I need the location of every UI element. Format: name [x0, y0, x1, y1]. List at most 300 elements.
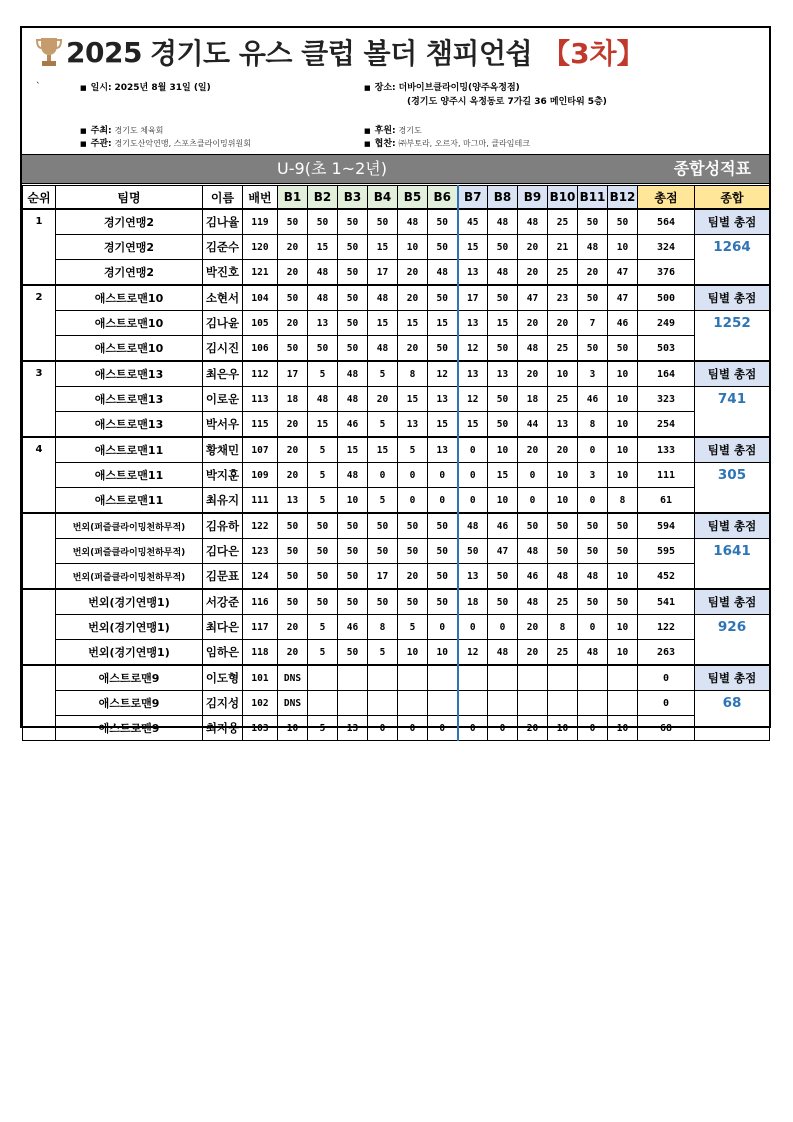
- venue-address-text: (경기도 양주시 옥정동로 7가길 36 메인타워 5층): [407, 97, 607, 107]
- total-cell: 249: [638, 311, 695, 336]
- score-b11: 20: [578, 260, 608, 286]
- score-b9: 20: [518, 311, 548, 336]
- score-b6: 0: [428, 488, 458, 514]
- organizer-value: 경기도산악연맹, 스포츠클라이밍위원회: [114, 139, 251, 148]
- score-b11: [578, 691, 608, 716]
- score-b2: [308, 665, 338, 691]
- total-cell: 0: [638, 691, 695, 716]
- score-b12: 10: [608, 437, 638, 463]
- team-cell: 애스트로맨9: [56, 665, 203, 691]
- table-row: [23, 665, 770, 691]
- bib-cell: 116: [243, 589, 278, 615]
- score-b1: 20: [278, 260, 308, 286]
- score-b9: 46: [518, 564, 548, 590]
- score-b9: 20: [518, 716, 548, 741]
- athlete-name: 임하은: [203, 640, 243, 666]
- score-b3: 50: [338, 209, 368, 235]
- total-cell: 122: [638, 615, 695, 640]
- table-row: [23, 437, 770, 463]
- score-b6: 50: [428, 285, 458, 311]
- score-b8: 10: [488, 488, 518, 514]
- score-b4: 50: [368, 513, 398, 539]
- score-b11: 50: [578, 513, 608, 539]
- score-b1: 20: [278, 412, 308, 438]
- athlete-name: 김준수: [203, 235, 243, 260]
- score-b3: 13: [338, 716, 368, 741]
- table-row: [23, 209, 770, 235]
- bib-cell: 119: [243, 209, 278, 235]
- score-b9: 48: [518, 336, 548, 362]
- score-b8: 50: [488, 412, 518, 438]
- score-b8: [488, 665, 518, 691]
- score-b2: 5: [308, 463, 338, 488]
- team-total-label: 팀별 총점: [695, 285, 770, 311]
- score-b6: 13: [428, 437, 458, 463]
- bib-cell: 122: [243, 513, 278, 539]
- score-b2: 48: [308, 260, 338, 286]
- score-b1: DNS: [278, 665, 308, 691]
- score-b3: 50: [338, 539, 368, 564]
- table-row: [23, 361, 770, 387]
- total-cell: 500: [638, 285, 695, 311]
- score-b11: 50: [578, 539, 608, 564]
- score-b7: 13: [458, 361, 488, 387]
- score-b2: 5: [308, 615, 338, 640]
- score-b3: 15: [338, 437, 368, 463]
- score-b11: 0: [578, 716, 608, 741]
- score-b10: 25: [548, 387, 578, 412]
- col-b10: B10: [548, 186, 578, 210]
- athlete-name: 최지웅: [203, 716, 243, 741]
- score-b11: 7: [578, 311, 608, 336]
- score-b2: 15: [308, 235, 338, 260]
- score-b6: [428, 691, 458, 716]
- score-b4: 48: [368, 285, 398, 311]
- score-b7: 0: [458, 488, 488, 514]
- team-total-value: 1641: [695, 539, 770, 590]
- event-sponsor: ■ 후원: 경기도: [364, 126, 422, 136]
- score-b1: 13: [278, 488, 308, 514]
- event-partner: ■ 협찬: ㈜부토라, 오르자, 마그마, 클라임테크: [364, 139, 530, 149]
- team-total-label: 팀별 총점: [695, 209, 770, 235]
- score-b4: 0: [368, 716, 398, 741]
- score-b4: 15: [368, 311, 398, 336]
- host-value: 경기도 체육회: [114, 126, 164, 135]
- score-b9: 20: [518, 640, 548, 666]
- results-sheet: [20, 26, 771, 735]
- score-b2: 50: [308, 336, 338, 362]
- score-b7: 12: [458, 640, 488, 666]
- team-cell: 번외(퍼즐클라이밍천하무적): [56, 539, 203, 564]
- athlete-name: 박진호: [203, 260, 243, 286]
- score-b9: [518, 691, 548, 716]
- score-b11: 0: [578, 615, 608, 640]
- score-b8: 50: [488, 235, 518, 260]
- host-label: 주최:: [90, 126, 112, 136]
- bib-cell: 124: [243, 564, 278, 590]
- score-b12: [608, 665, 638, 691]
- score-b12: 50: [608, 589, 638, 615]
- score-b11: 0: [578, 488, 608, 514]
- team-total-value: 1252: [695, 311, 770, 362]
- rank-cell: 2: [23, 285, 56, 361]
- score-b8: 46: [488, 513, 518, 539]
- athlete-name: 최다은: [203, 615, 243, 640]
- score-b2: 5: [308, 640, 338, 666]
- title-text: 경기도 유스 클럽 볼더 챔피언쉽: [149, 37, 533, 70]
- venue-label: 장소:: [374, 83, 396, 93]
- score-b12: 10: [608, 412, 638, 438]
- bib-cell: 102: [243, 691, 278, 716]
- score-b2: 50: [308, 539, 338, 564]
- bib-cell: 121: [243, 260, 278, 286]
- score-b6: 50: [428, 589, 458, 615]
- col-overall: 종합: [695, 186, 770, 210]
- score-b6: 15: [428, 412, 458, 438]
- table-row: [23, 564, 770, 590]
- bib-cell: 104: [243, 285, 278, 311]
- score-b8: 10: [488, 437, 518, 463]
- bib-cell: 118: [243, 640, 278, 666]
- score-b9: [518, 665, 548, 691]
- total-cell: 0: [638, 665, 695, 691]
- venue-address: [407, 96, 607, 109]
- category-band: [22, 154, 769, 184]
- score-b4: 5: [368, 412, 398, 438]
- sponsor-label: 후원:: [374, 126, 396, 136]
- score-b3: [338, 665, 368, 691]
- bib-cell: 115: [243, 412, 278, 438]
- score-b4: 5: [368, 488, 398, 514]
- score-b8: 50: [488, 387, 518, 412]
- score-b5: 0: [398, 463, 428, 488]
- col-b11: B11: [578, 186, 608, 210]
- score-b7: 15: [458, 235, 488, 260]
- athlete-name: 박지훈: [203, 463, 243, 488]
- team-total-value: 741: [695, 387, 770, 438]
- event-host: ■ 주최: 경기도 체육회: [80, 126, 164, 136]
- score-b5: 20: [398, 336, 428, 362]
- athlete-name: 최유지: [203, 488, 243, 514]
- score-b5: 0: [398, 716, 428, 741]
- score-b3: 50: [338, 260, 368, 286]
- sponsor-value: 경기도: [398, 126, 422, 135]
- score-b9: 0: [518, 463, 548, 488]
- score-b12: 8: [608, 488, 638, 514]
- score-b6: 15: [428, 311, 458, 336]
- score-b4: 20: [368, 387, 398, 412]
- total-cell: 323: [638, 387, 695, 412]
- score-b1: 20: [278, 463, 308, 488]
- score-b10: 25: [548, 209, 578, 235]
- total-cell: 164: [638, 361, 695, 387]
- score-b5: [398, 665, 428, 691]
- score-b5: 50: [398, 539, 428, 564]
- rank-cell: 4: [23, 437, 56, 513]
- total-cell: 254: [638, 412, 695, 438]
- score-b6: 12: [428, 361, 458, 387]
- score-b2: 50: [308, 513, 338, 539]
- score-b5: 48: [398, 209, 428, 235]
- score-b12: 10: [608, 387, 638, 412]
- col-b8: B8: [488, 186, 518, 210]
- score-b6: 50: [428, 539, 458, 564]
- score-b11: 48: [578, 564, 608, 590]
- score-b5: 20: [398, 285, 428, 311]
- athlete-name: 서강준: [203, 589, 243, 615]
- team-cell: 번외(경기연맹1): [56, 615, 203, 640]
- score-b7: 48: [458, 513, 488, 539]
- trophy-icon: [36, 36, 62, 68]
- score-b8: 0: [488, 716, 518, 741]
- team-total-label: 팀별 총점: [695, 513, 770, 539]
- score-b7: 13: [458, 311, 488, 336]
- athlete-name: 박서우: [203, 412, 243, 438]
- col-b2: B2: [308, 186, 338, 210]
- col-b7: B7: [458, 186, 488, 210]
- table-row: [23, 716, 770, 741]
- score-b3: 50: [338, 285, 368, 311]
- score-b1: 50: [278, 336, 308, 362]
- score-b2: 5: [308, 361, 338, 387]
- team-cell: 번외(퍼즐클라이밍천하무적): [56, 564, 203, 590]
- score-b2: 48: [308, 387, 338, 412]
- team-cell: 애스트로맨11: [56, 463, 203, 488]
- score-b9: 20: [518, 615, 548, 640]
- col-b4: B4: [368, 186, 398, 210]
- score-b2: 5: [308, 488, 338, 514]
- bib-cell: 107: [243, 437, 278, 463]
- team-cell: 번외(경기연맹1): [56, 589, 203, 615]
- score-b7: 12: [458, 387, 488, 412]
- team-total-value: 305: [695, 463, 770, 514]
- score-b11: 8: [578, 412, 608, 438]
- score-b4: 50: [368, 209, 398, 235]
- score-b3: [338, 691, 368, 716]
- score-b10: 10: [548, 716, 578, 741]
- score-b10: 23: [548, 285, 578, 311]
- score-b12: 50: [608, 336, 638, 362]
- score-b7: 15: [458, 412, 488, 438]
- score-b6: 0: [428, 615, 458, 640]
- col-b3: B3: [338, 186, 368, 210]
- event-organizer: ■ 주관: 경기도산악연맹, 스포츠클라이밍위원회: [80, 139, 251, 149]
- col-name: 이름: [203, 186, 243, 210]
- table-row: [23, 285, 770, 311]
- score-b11: 50: [578, 336, 608, 362]
- score-b2: 5: [308, 716, 338, 741]
- score-b4: 5: [368, 361, 398, 387]
- bib-cell: 109: [243, 463, 278, 488]
- score-b6: 13: [428, 387, 458, 412]
- score-b1: 17: [278, 361, 308, 387]
- score-b9: 44: [518, 412, 548, 438]
- score-b6: [428, 665, 458, 691]
- title-year: 2025: [66, 35, 142, 69]
- total-cell: 541: [638, 589, 695, 615]
- score-b12: 47: [608, 260, 638, 286]
- score-b4: 17: [368, 260, 398, 286]
- score-b7: 12: [458, 336, 488, 362]
- score-b5: 15: [398, 311, 428, 336]
- score-b6: 50: [428, 336, 458, 362]
- rank-cell: [23, 589, 56, 665]
- score-b2: 50: [308, 209, 338, 235]
- team-total-label: 팀별 총점: [695, 437, 770, 463]
- score-b10: [548, 665, 578, 691]
- team-cell: 번외(퍼즐클라이밍천하무적): [56, 513, 203, 539]
- results-body: [23, 209, 770, 741]
- score-b1: 50: [278, 285, 308, 311]
- score-b8: 48: [488, 209, 518, 235]
- score-b12: 10: [608, 716, 638, 741]
- score-b11: 48: [578, 640, 608, 666]
- score-b3: 48: [338, 463, 368, 488]
- organizer-label: 주관:: [90, 139, 112, 149]
- score-b5: 20: [398, 260, 428, 286]
- score-b8: [488, 691, 518, 716]
- total-cell: 61: [638, 488, 695, 514]
- score-b4: 15: [368, 437, 398, 463]
- score-b4: 15: [368, 235, 398, 260]
- score-b7: 0: [458, 437, 488, 463]
- score-b9: 48: [518, 539, 548, 564]
- team-cell: 애스트로맨10: [56, 285, 203, 311]
- team-cell: 번외(경기연맹1): [56, 640, 203, 666]
- total-cell: 133: [638, 437, 695, 463]
- sheet-title: [36, 32, 645, 72]
- table-row: [23, 235, 770, 260]
- team-cell: 경기연맹2: [56, 235, 203, 260]
- score-b1: 50: [278, 539, 308, 564]
- score-b10: 25: [548, 589, 578, 615]
- score-b7: 0: [458, 716, 488, 741]
- table-row: [23, 539, 770, 564]
- event-date: ■ 일시: 2025년 8월 31일 (일): [80, 83, 211, 93]
- athlete-name: 김지성: [203, 691, 243, 716]
- score-b10: 13: [548, 412, 578, 438]
- total-cell: 263: [638, 640, 695, 666]
- rank-cell: [23, 665, 56, 741]
- category-label: U-9(초 1~2년): [277, 159, 387, 178]
- table-row: [23, 463, 770, 488]
- score-b9: 47: [518, 285, 548, 311]
- score-b7: [458, 691, 488, 716]
- athlete-name: 최은우: [203, 361, 243, 387]
- bib-cell: 117: [243, 615, 278, 640]
- score-b5: 8: [398, 361, 428, 387]
- team-total-value: 926: [695, 615, 770, 666]
- athlete-name: 소현서: [203, 285, 243, 311]
- team-cell: 경기연맹2: [56, 260, 203, 286]
- bib-cell: 103: [243, 716, 278, 741]
- event-venue: ■ 장소: 더바이브클라이밍(양주옥정점): [364, 83, 520, 93]
- score-b11: [578, 665, 608, 691]
- col-b12: B12: [608, 186, 638, 210]
- score-b10: 10: [548, 488, 578, 514]
- score-b8: 13: [488, 361, 518, 387]
- team-cell: 애스트로맨10: [56, 336, 203, 362]
- score-b12: [608, 691, 638, 716]
- score-b2: 5: [308, 437, 338, 463]
- team-cell: 애스트로맨9: [56, 716, 203, 741]
- total-cell: 376: [638, 260, 695, 286]
- score-b8: 15: [488, 463, 518, 488]
- score-b5: 5: [398, 437, 428, 463]
- score-b1: 20: [278, 615, 308, 640]
- total-cell: 68: [638, 716, 695, 741]
- athlete-name: 이로운: [203, 387, 243, 412]
- team-total-value: 1264: [695, 235, 770, 286]
- score-b1: DNS: [278, 691, 308, 716]
- score-b4: 8: [368, 615, 398, 640]
- score-b8: 0: [488, 615, 518, 640]
- score-b12: 50: [608, 539, 638, 564]
- score-b11: 48: [578, 235, 608, 260]
- score-b3: 50: [338, 564, 368, 590]
- table-row: [23, 311, 770, 336]
- score-b9: 0: [518, 488, 548, 514]
- athlete-name: 김시진: [203, 336, 243, 362]
- score-b10: [548, 691, 578, 716]
- score-b5: 50: [398, 513, 428, 539]
- score-b4: 0: [368, 463, 398, 488]
- score-b6: 50: [428, 235, 458, 260]
- score-b12: 50: [608, 209, 638, 235]
- score-b6: 50: [428, 513, 458, 539]
- stray-mark: `: [36, 82, 41, 92]
- score-b1: 20: [278, 640, 308, 666]
- score-b8: 48: [488, 260, 518, 286]
- table-row: [23, 488, 770, 514]
- score-b6: 50: [428, 209, 458, 235]
- col-rank: 순위: [23, 186, 56, 210]
- score-b5: [398, 691, 428, 716]
- score-b2: 50: [308, 589, 338, 615]
- bib-cell: 106: [243, 336, 278, 362]
- score-b6: 48: [428, 260, 458, 286]
- table-row: [23, 691, 770, 716]
- score-b6: 10: [428, 640, 458, 666]
- col-total: 총점: [638, 186, 695, 210]
- score-b3: 50: [338, 311, 368, 336]
- score-b3: 50: [338, 640, 368, 666]
- athlete-name: 김나율: [203, 209, 243, 235]
- score-b8: 15: [488, 311, 518, 336]
- score-b10: 10: [548, 361, 578, 387]
- score-b4: 50: [368, 539, 398, 564]
- score-b8: 47: [488, 539, 518, 564]
- score-b5: 13: [398, 412, 428, 438]
- score-b1: 20: [278, 311, 308, 336]
- col-b5: B5: [398, 186, 428, 210]
- title-round: 【3차】: [542, 37, 645, 70]
- score-b3: 46: [338, 615, 368, 640]
- team-cell: 애스트로맨11: [56, 488, 203, 514]
- score-b12: 10: [608, 615, 638, 640]
- score-b1: 50: [278, 209, 308, 235]
- score-b3: 48: [338, 361, 368, 387]
- athlete-name: 김문표: [203, 564, 243, 590]
- score-b11: 3: [578, 463, 608, 488]
- score-b3: 50: [338, 513, 368, 539]
- score-b10: 25: [548, 336, 578, 362]
- col-team: 팀명: [56, 186, 203, 210]
- score-b7: 13: [458, 260, 488, 286]
- score-b4: [368, 691, 398, 716]
- score-b3: 50: [338, 336, 368, 362]
- score-b10: 48: [548, 564, 578, 590]
